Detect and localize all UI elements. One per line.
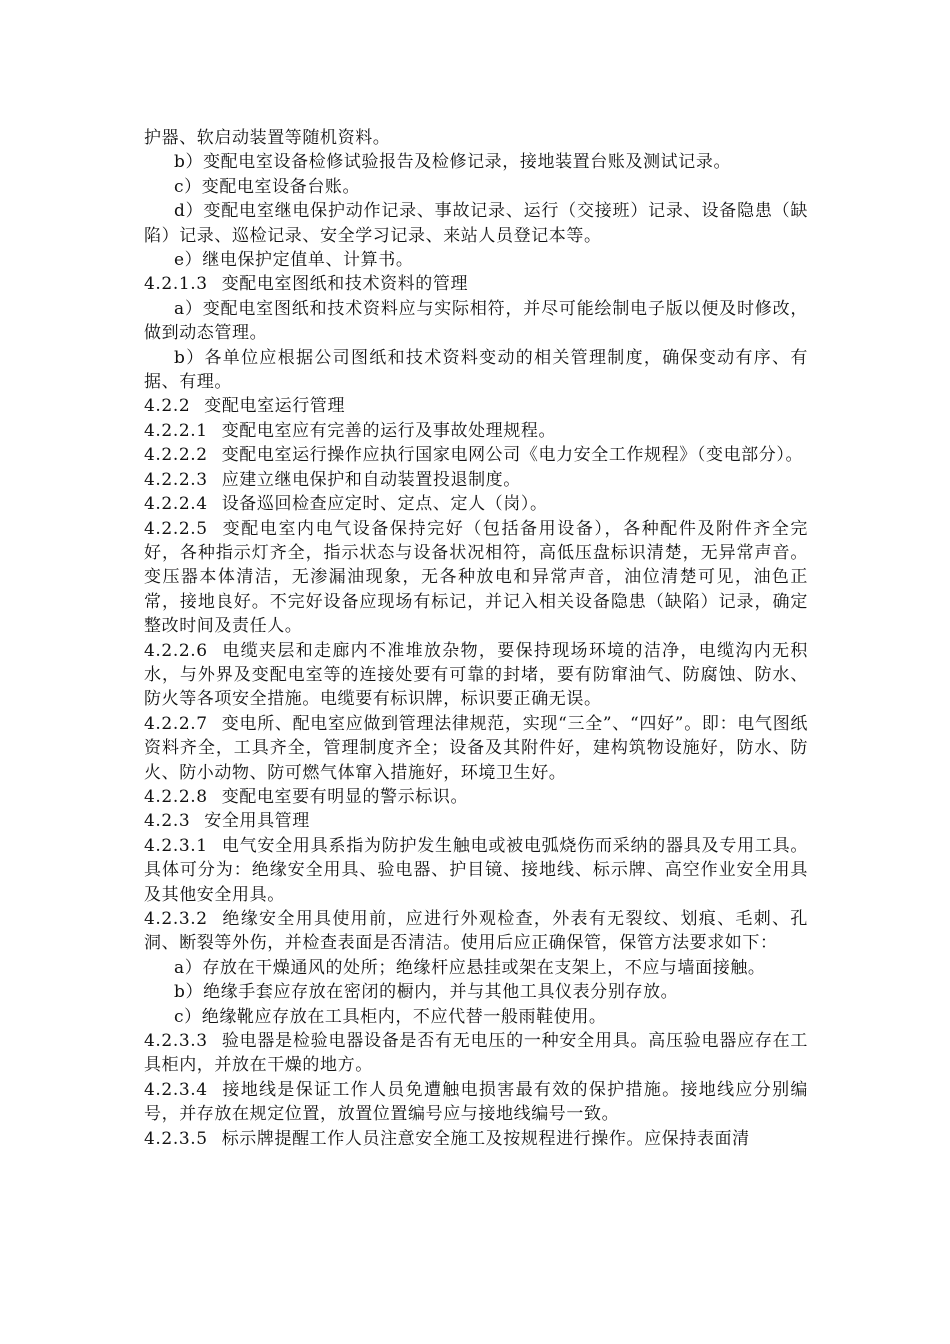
section-number: 4.2.2.8	[144, 786, 208, 807]
section-number: 4.2.2.6	[144, 640, 208, 661]
paragraph-text: 电缆夹层和走廊内不准堆放杂物，要保持现场环境的洁净，电缆沟内无积水，与外界及变配电室等的连接处要有可靠的封堵，要有防窜油气、防腐蚀、防水、防火等各项安全措施。电缆要有标识牌，标识要正确无误。	[144, 640, 808, 710]
paragraph	[144, 199, 808, 248]
section-number: 4.2.1.3	[144, 274, 208, 295]
section-paragraph	[144, 394, 808, 418]
paragraph-text: d）变配电室继电保护动作记录、事故记录、运行（交接班）记录、设备隐患（缺陷）记录、巡检记录、安全学习记录、来站人员登记本等。	[144, 201, 808, 246]
section-paragraph	[144, 443, 808, 467]
section-paragraph	[144, 834, 808, 907]
section-number: 4.2.3.5	[144, 1128, 208, 1149]
paragraph-text: 标示牌提醒工作人员注意安全施工及按规程进行操作。应保持表面清	[221, 1128, 750, 1149]
section-paragraph	[144, 492, 808, 516]
paragraph-text: 接地线是保证工作人员免遭触电损害最有效的保护措施。接地线应分别编号，并存放在规定位置，放置位置编号应与接地线编号一致。	[144, 1079, 808, 1125]
paragraph-text: 变配电室内电气设备保持完好（包括备用设备），各种配件及附件齐全完好，各种指示灯齐全，指示状态与设备状况相符，高低压盘标识清楚，无异常声音。变压器本体清洁，无渗漏油现象，无各种放电和异常声音，油位清楚可见，油色正常，接地良好。不完好设备应现场有标记，并记入相关设备隐患（缺陷）记录，确定整改时间及责任人。	[144, 518, 808, 637]
section-paragraph	[144, 907, 808, 956]
paragraph-text: c）变配电室设备台账。	[174, 176, 361, 197]
paragraph	[144, 297, 808, 346]
section-paragraph	[144, 468, 808, 492]
section-number: 4.2.2.2	[144, 445, 208, 466]
paragraph-text: 变配电室应有完善的运行及事故处理规程。	[221, 420, 557, 441]
section-number: 4.2.3	[144, 811, 191, 832]
paragraph-text: 变配电室图纸和技术资料的管理	[221, 274, 469, 295]
paragraph	[144, 346, 808, 395]
section-paragraph	[144, 1078, 808, 1127]
section-number: 4.2.3.1	[144, 835, 208, 856]
section-paragraph	[144, 639, 808, 712]
section-paragraph	[144, 1029, 808, 1078]
paragraph-text: a）变配电室图纸和技术资料应与实际相符，并尽可能绘制电子版以便及时修改，做到动态管理。	[144, 298, 808, 344]
section-number: 4.2.2.3	[144, 469, 208, 490]
paragraph-text: a）存放在干燥通风的处所；绝缘杆应悬挂或架在支架上，不应与墙面接触。	[174, 957, 766, 978]
paragraph-text: b）绝缘手套应存放在密闭的橱内，并与其他工具仪表分别存放。	[174, 982, 679, 1003]
paragraph-text: 变电所、配电室应做到管理法律规范，实现“三全”、“四好”。即：电气图纸资料齐全，工具齐全，管理制度齐全；设备及其附件好，建构筑物设施好，防水、防火、防小动物、防可燃气体窜入措施好，环境卫生好。	[144, 713, 808, 783]
section-number: 4.2.2	[144, 396, 191, 417]
paragraph-text: 变配电室运行管理	[204, 396, 346, 417]
paragraph-text: 绝缘安全用具使用前，应进行外观检查，外表有无裂纹、划痕、毛刺、孔洞、断裂等外伤，并检查表面是否清洁。使用后应正确保管，保管方法要求如下：	[144, 909, 808, 954]
paragraph	[144, 126, 808, 150]
paragraph-text: 设备巡回检查应定时、定点、定人（岗）。	[221, 494, 548, 515]
section-paragraph	[144, 712, 808, 785]
section-paragraph	[144, 809, 808, 833]
section-number: 4.2.2.1	[144, 420, 208, 441]
paragraph	[144, 980, 808, 1004]
paragraph	[144, 175, 808, 199]
paragraph	[144, 956, 808, 980]
section-number: 4.2.3.4	[144, 1079, 208, 1100]
paragraph-text: c）绝缘靴应存放在工具柜内，不应代替一般雨鞋使用。	[174, 1006, 607, 1027]
document-body	[144, 126, 808, 1151]
paragraph	[144, 248, 808, 272]
paragraph-text: b）各单位应根据公司图纸和技术资料变动的相关管理制度，确保变动有序、有据、有理。	[144, 347, 808, 393]
section-number: 4.2.3.2	[144, 909, 208, 929]
section-paragraph	[144, 1127, 808, 1151]
paragraph-text: 电气安全用具系指为防护发生触电或被电弧烧伤而采纳的器具及专用工具。具体可分为：绝缘安全用具、验电器、护目镜、接地线、标示牌、高空作业安全用具及其他安全用具。	[144, 835, 808, 905]
paragraph-text: b）变配电室设备检修试验报告及检修记录，接地装置台账及测试记录。	[174, 152, 732, 173]
section-number: 4.2.2.5	[144, 518, 208, 539]
section-paragraph	[144, 272, 808, 296]
paragraph-text: 变配电室运行操作应执行国家电网公司《电力安全工作规程》（变电部分）。	[221, 445, 804, 466]
paragraph-text: e）继电保护定值单、计算书。	[174, 250, 414, 271]
paragraph-text: 变配电室要有明显的警示标识。	[221, 786, 469, 807]
section-number: 4.2.3.3	[144, 1031, 208, 1052]
paragraph-text: 验电器是检验电器设备是否有无电压的一种安全用具。高压验电器应存在工具柜内，并放在干燥的地方。	[144, 1031, 808, 1076]
section-number: 4.2.2.7	[144, 713, 208, 734]
paragraph-text: 安全用具管理	[204, 811, 310, 832]
paragraph	[144, 1005, 808, 1029]
section-paragraph	[144, 517, 808, 639]
section-paragraph	[144, 419, 808, 443]
section-number: 4.2.2.4	[144, 494, 208, 515]
section-paragraph	[144, 785, 808, 809]
paragraph-text: 应建立继电保护和自动装置投退制度。	[221, 469, 521, 490]
paragraph	[144, 150, 808, 174]
paragraph-text: 护器、软启动装置等随机资料。	[144, 128, 391, 148]
